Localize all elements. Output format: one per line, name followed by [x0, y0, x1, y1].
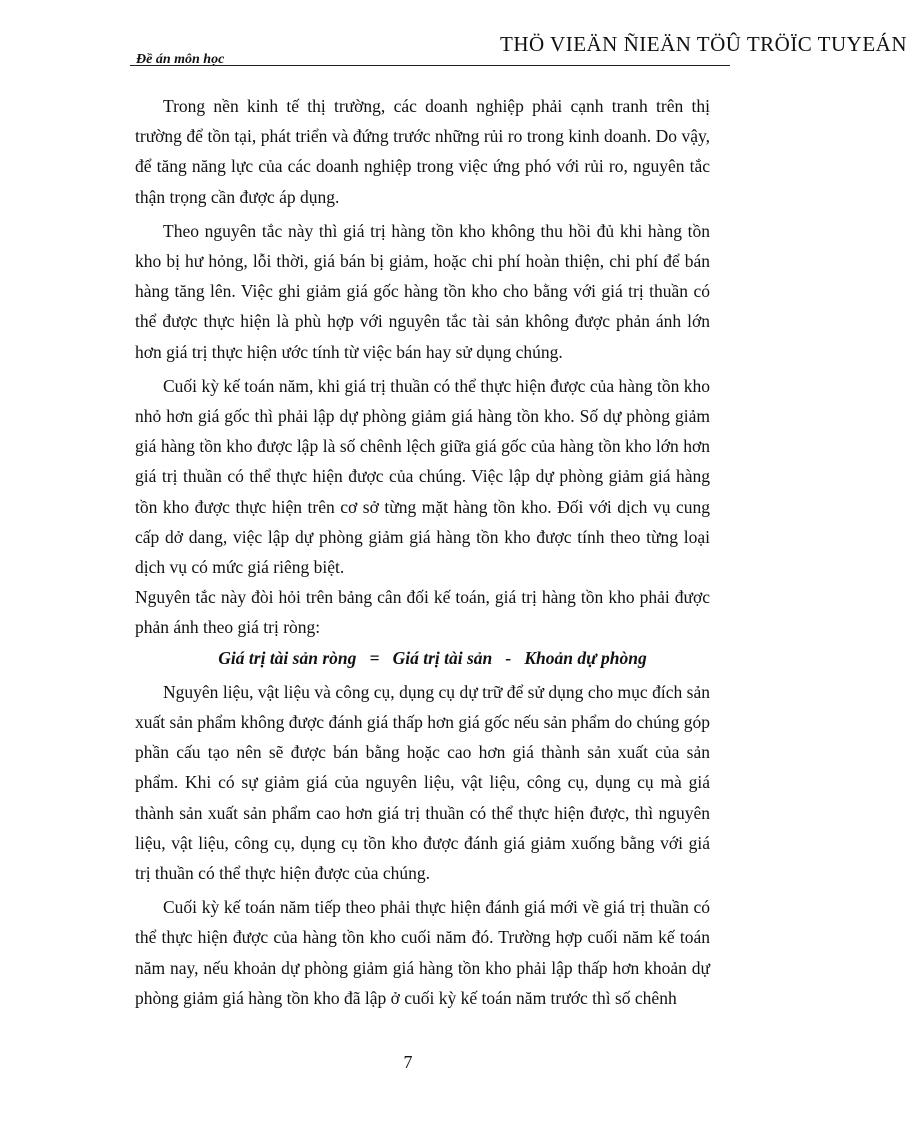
paragraph: Nguyên tắc này đòi hỏi trên bảng cân đối kế toán, giá trị hàng tồn kho phải được phản ánh theo giá trị ròng:	[135, 587, 710, 638]
paragraph: Trong nền kinh tế thị trường, các doanh nghiệp phải cạnh tranh trên thị trường để tồn tại, phát triển và đứng trước những rủi ro trong kinh doanh. Do vậy, để tăng năng lực của các doanh nghiệp trong việc ứng phó với rủi ro, nguyên tắc thận trọng cần được áp dụng.	[135, 96, 710, 207]
document-body	[135, 91, 710, 1013]
header-divider	[130, 65, 730, 66]
header-library-title: THÖ VIEÄN ÑIEÄN TÖÛ TRÖÏC TUYEÁN	[500, 32, 907, 56]
paragraph: Cuối kỳ kế toán năm tiếp theo phải thực hiện đánh giá mới về giá trị thuần có thể thực hiện được của hàng tồn kho cuối năm đó. Trường hợp cuối năm kế toán năm nay, nếu khoản dự phòng giảm giá hàng tồn kho phải lập thấp hơn khoản dự phòng giảm giá hàng tồn kho đã lập ở cuối kỳ kế toán năm trước thì số chênh	[135, 897, 710, 1008]
paragraph: Theo nguyên tắc này thì giá trị hàng tồn kho không thu hồi đủ khi hàng tồn kho bị hư hỏng, lỗi thời, giá bán bị giảm, hoặc chi phí hoàn thiện, chi phí để bán hàng tăng lên. Việc ghi giảm giá gốc hàng tồn kho cho bằng với giá trị thuần có thể được thực hiện là phù hợp với nguyên tắc tài sản không được phản ánh lớn hơn giá trị thực hiện ước tính từ việc bán hay sử dụng chúng.	[135, 220, 710, 362]
paragraph: Nguyên liệu, vật liệu và công cụ, dụng cụ dự trữ để sử dụng cho mục đích sản xuất sản phẩm không được đánh giá thấp hơn giá gốc nếu sản phẩm do chúng góp phần cấu tạo nên sẽ được bán bằng hoặc cao hơn giá thành sản xuất của sản phẩm. Khi có sự giảm giá của nguyên liệu, vật liệu, công cụ, dụng cụ mà giá thành sản xuất sản phẩm cao hơn giá trị thuần có thể thực hiện được, thì nguyên liệu, vật liệu, công cụ, dụng cụ tồn kho được đánh giá giảm xuống bằng với giá trị thuần có thể thực hiện được của chúng.	[135, 681, 710, 884]
formula-line: Giá trị tài sản ròng = Giá trị tài sản - Khoản dự phòng	[218, 647, 647, 668]
paragraph: Cuối kỳ kế toán năm, khi giá trị thuần có thể thực hiện được của hàng tồn kho nhỏ hơn giá gốc thì phải lập dự phòng giảm giá hàng tồn kho. Số dự phòng giảm giá hàng tồn kho được lập là số chênh lệch giữa giá gốc của hàng tồn kho lớn hơn giá trị thuần có thể thực hiện được của chúng. Việc lập dự phòng giảm giá hàng tồn kho được thực hiện trên cơ sở từng mặt hàng tồn kho. Đối với dịch vụ cung cấp dở dang, việc lập dự phòng giảm giá hàng tồn kho được tính theo từng loại dịch vụ có mức giá riêng biệt.	[135, 375, 710, 578]
header-course-title: Đề án môn học	[136, 52, 225, 67]
page-number: 7	[403, 1052, 413, 1072]
